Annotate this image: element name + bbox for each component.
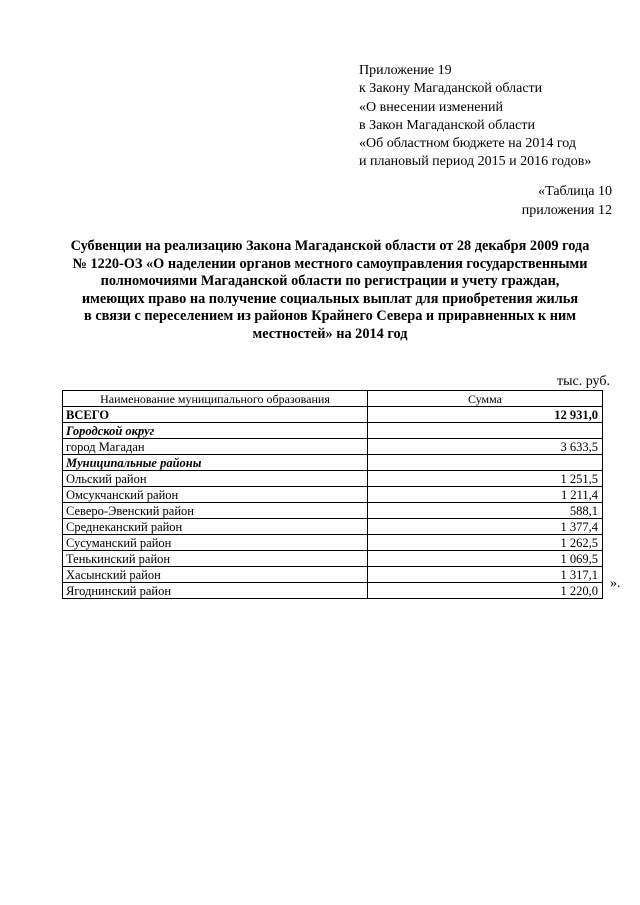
group-empty [368,455,603,471]
row-name: Ягоднинский район [63,583,368,599]
group-row-urban [63,423,603,439]
table-reference [522,183,612,220]
title-line: Субвенции на реализацию Закона Магаданской области от 28 декабря 2009 года [70,238,590,254]
table-reference-appendix: приложения 12 [521,202,612,218]
row-sum: 1 069,5 [368,551,603,567]
row-sum: 1 317,1 [368,567,603,583]
appendix-line: к Закону Магаданской области [359,81,543,97]
row-name: Ольский район [63,471,368,487]
subsidies-table [62,390,603,599]
appendix-line: в Закон Магаданской области [359,117,535,133]
table-row [63,503,603,519]
table-reference-number: «Таблица 10 [538,184,612,199]
document-title [40,238,620,344]
row-name: город Магадан [63,439,368,455]
table-row [63,471,603,487]
row-sum: 3 633,5 [368,439,603,455]
appendix-line: Приложение 19 [359,63,452,78]
row-sum: 1 377,4 [368,519,603,535]
table-row [63,519,603,535]
header-sum: Сумма [368,391,603,407]
row-name: Среднеканский район [63,519,368,535]
row-name: Омсукчанский район [63,487,368,503]
closing-quote-mark: ». [610,576,621,591]
group-empty [368,423,603,439]
row-name: Хасынский район [63,567,368,583]
appendix-line: и плановый период 2015 и 2016 годов» [359,154,592,170]
appendix-line: «Об областном бюджете на 2014 год [359,136,576,152]
row-sum: 1 251,5 [368,471,603,487]
row-sum: 1 211,4 [368,487,603,503]
row-name: Сусуманский район [63,535,368,551]
table-row [63,583,603,599]
table-row [63,535,603,551]
appendix-header [359,62,591,172]
table-header-row [63,391,603,407]
row-sum: 588,1 [368,503,603,519]
group-label: Муниципальные районы [63,455,368,471]
total-row [63,407,603,423]
header-name: Наименование муниципального образования [63,391,368,407]
table-row [63,567,603,583]
appendix-line: «О внесении изменений [359,99,503,115]
title-line: местностей» на 2014 год [252,325,408,342]
row-sum: 1 220,0 [368,583,603,599]
table-row [63,487,603,503]
title-line: полномочиями Магаданской области по регистрации и учету граждан, [100,273,560,290]
title-line: в связи с переселением из районов Крайнего Севера и приравненных к ним [84,308,576,325]
title-line: имеющих право на получение социальных выплат для приобретения жилья [81,290,579,307]
group-row-districts [63,455,603,471]
table-row [63,551,603,567]
total-sum: 12 931,0 [368,407,603,423]
title-line: № 1220-ОЗ «О наделении органов местного самоуправления государственными [72,255,588,272]
row-sum: 1 262,5 [368,535,603,551]
table-row [63,439,603,455]
row-name: Тенькинский район [63,551,368,567]
group-label: Городской округ [63,423,368,439]
row-name: Северо-Эвенский район [63,503,368,519]
units-label: тыс. руб. [557,374,610,389]
total-label: ВСЕГО [63,407,368,423]
